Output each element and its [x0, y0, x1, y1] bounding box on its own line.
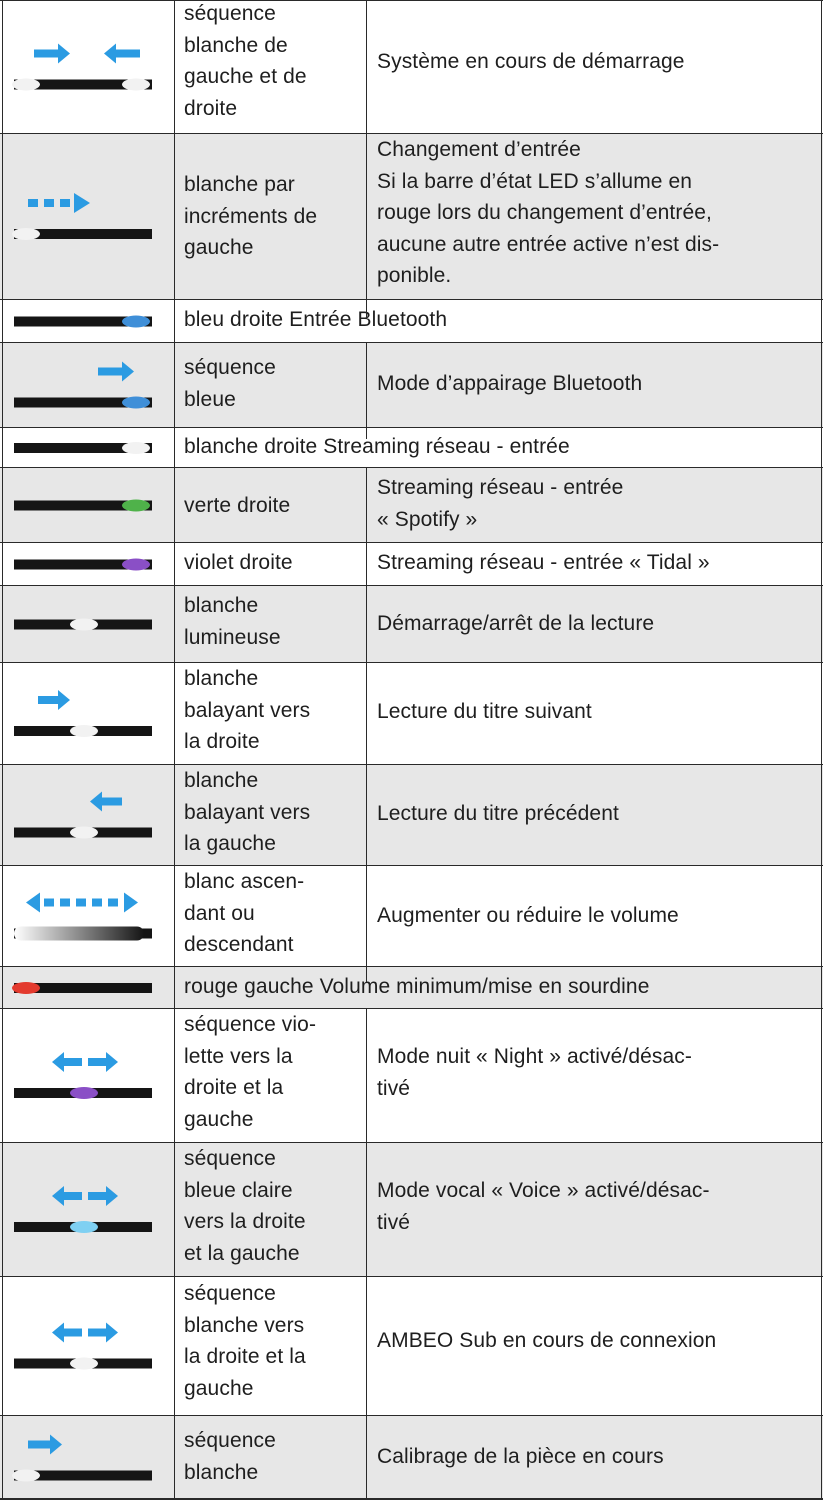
led-bar-icon	[4, 543, 172, 585]
table-row	[0, 342, 823, 427]
meaning: Lecture du titre suivant	[377, 700, 592, 723]
table-row	[0, 542, 823, 585]
table-row	[0, 427, 823, 467]
light-and-meaning: rouge gauche Volume minimum/mise en sourdine	[184, 975, 650, 998]
table-row	[0, 585, 823, 662]
led-bar-icon	[4, 134, 172, 299]
meaning: Mode d’appairage Bluetooth	[377, 372, 643, 395]
light-description: séquence bleue claire vers la droite et la gauche	[184, 1147, 306, 1265]
led-bar-icon	[4, 586, 172, 662]
led-bar-icon	[4, 343, 172, 427]
table-row	[0, 133, 823, 299]
led-bar-icon	[4, 663, 172, 764]
meaning: Mode nuit « Night » activé/désac- tivé	[377, 1045, 692, 1100]
light-description: violet droite	[184, 551, 293, 574]
led-bar-icon	[4, 967, 172, 1008]
light-description: séquence vio- lette vers la droite et la gauche	[184, 1013, 317, 1131]
led-bar-icon	[4, 1416, 172, 1498]
table-row	[0, 1008, 823, 1142]
light-description: séquence blanche de gauche et de droite	[184, 2, 307, 120]
meaning: AMBEO Sub en cours de connexion	[377, 1329, 717, 1352]
light-description: blanche par incréments de gauche	[184, 173, 318, 259]
led-bar-icon	[4, 1, 172, 133]
table-row	[0, 467, 823, 542]
meaning: Mode vocal « Voice » activé/désac- tivé	[377, 1179, 710, 1234]
table-row	[0, 865, 823, 966]
light-description: blanche balayant vers la droite	[184, 667, 311, 753]
light-description: verte droite	[184, 494, 291, 517]
table-row	[0, 662, 823, 764]
meaning: Démarrage/arrêt de la lecture	[377, 612, 655, 635]
light-description: séquence blanche	[184, 1429, 276, 1484]
table-row	[0, 764, 823, 865]
light-description: séquence blanche vers la droite et la gauche	[184, 1282, 306, 1400]
table-row	[0, 0, 823, 133]
led-bar-icon	[4, 428, 172, 467]
table-row	[0, 1415, 823, 1500]
led-bar-icon	[4, 1143, 172, 1276]
led-bar-icon	[4, 300, 172, 342]
light-description: blanc ascen- dant ou descendant	[184, 870, 305, 956]
light-and-meaning: blanche droite Streaming réseau - entrée	[184, 435, 570, 458]
led-bar-icon	[4, 1277, 172, 1415]
meaning: Streaming réseau - entrée « Spotify »	[377, 476, 624, 531]
meaning: Changement d’entrée Si la barre d’état LED s’allume en rouge lors du changement d’entrée, aucune autre entrée active n’est dis- ponible.	[377, 138, 720, 287]
meaning: Calibrage de la pièce en cours	[377, 1445, 664, 1468]
table-row	[0, 966, 823, 1008]
meaning: Système en cours de démarrage	[377, 50, 685, 73]
meaning: Augmenter ou réduire le volume	[377, 904, 679, 927]
light-description: séquence bleue	[184, 356, 276, 411]
meaning: Lecture du titre précédent	[377, 802, 619, 825]
light-description: blanche balayant vers la gauche	[184, 769, 311, 855]
table-row	[0, 1142, 823, 1276]
table-row	[0, 299, 823, 342]
led-bar-icon	[4, 468, 172, 542]
light-description: blanche lumineuse	[184, 594, 281, 649]
led-bar-icon	[4, 1009, 172, 1142]
light-and-meaning: bleu droite Entrée Bluetooth	[184, 308, 448, 331]
table-row	[0, 1276, 823, 1415]
meaning: Streaming réseau - entrée « Tidal »	[377, 551, 710, 574]
led-bar-icon	[4, 765, 172, 865]
led-bar-icon	[4, 866, 172, 966]
